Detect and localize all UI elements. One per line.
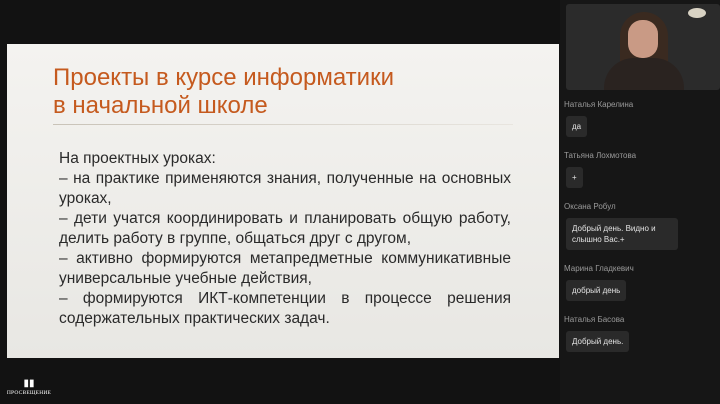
slide-title: Проекты в курсе информатики в начальной школе [53, 64, 394, 119]
chat-author: Марина Гладкевич [564, 264, 634, 273]
chat-message [564, 264, 718, 315]
publisher-logo [4, 378, 54, 400]
chat-bubble: добрый день [566, 280, 626, 301]
speaker-video[interactable] [566, 4, 720, 90]
logo-text: ПРОСВЕЩЕНИЕ [6, 390, 52, 396]
chat-author: Оксана Робул [564, 202, 616, 211]
title-divider [53, 124, 513, 125]
chat-bubble: Добрый день. Видно и слышно Вас.+ [566, 218, 678, 250]
chat-panel [564, 100, 718, 366]
speaker-face [628, 20, 658, 58]
chat-author: Наталья Басова [564, 315, 625, 324]
slide-bullet: – на практике применяются знания, полученные на основных уроках, [59, 170, 511, 207]
slide-bullet: – дети учатся координировать и планировать общую работу, делить работу в группе, общаться друг с другом, [59, 210, 511, 247]
slide-bullet: – формируются ИКТ-компетенции в процессе решения содержательных практических задач. [59, 290, 511, 327]
chat-message [564, 315, 718, 366]
slide-body [59, 149, 511, 329]
chat-message [564, 202, 718, 264]
presentation-slide [7, 44, 559, 358]
chat-bubble: + [566, 167, 583, 188]
chat-message [564, 100, 718, 151]
conference-sidebar [560, 0, 720, 404]
chat-message [564, 151, 718, 202]
chat-bubble: Добрый день. [566, 331, 629, 352]
lamp-shape [688, 8, 706, 18]
book-icon: ▮▮ [23, 378, 35, 389]
slide-bullet: – активно формируются метапредметные коммуникативные универсальные учебные действия, [59, 250, 511, 287]
chat-author: Наталья Карелина [564, 100, 634, 109]
chat-bubble: да [566, 116, 587, 137]
chat-author: Татьяна Лохмотова [564, 151, 637, 160]
slide-intro: На проектных уроках: [59, 150, 216, 167]
speaker-body [604, 58, 684, 90]
